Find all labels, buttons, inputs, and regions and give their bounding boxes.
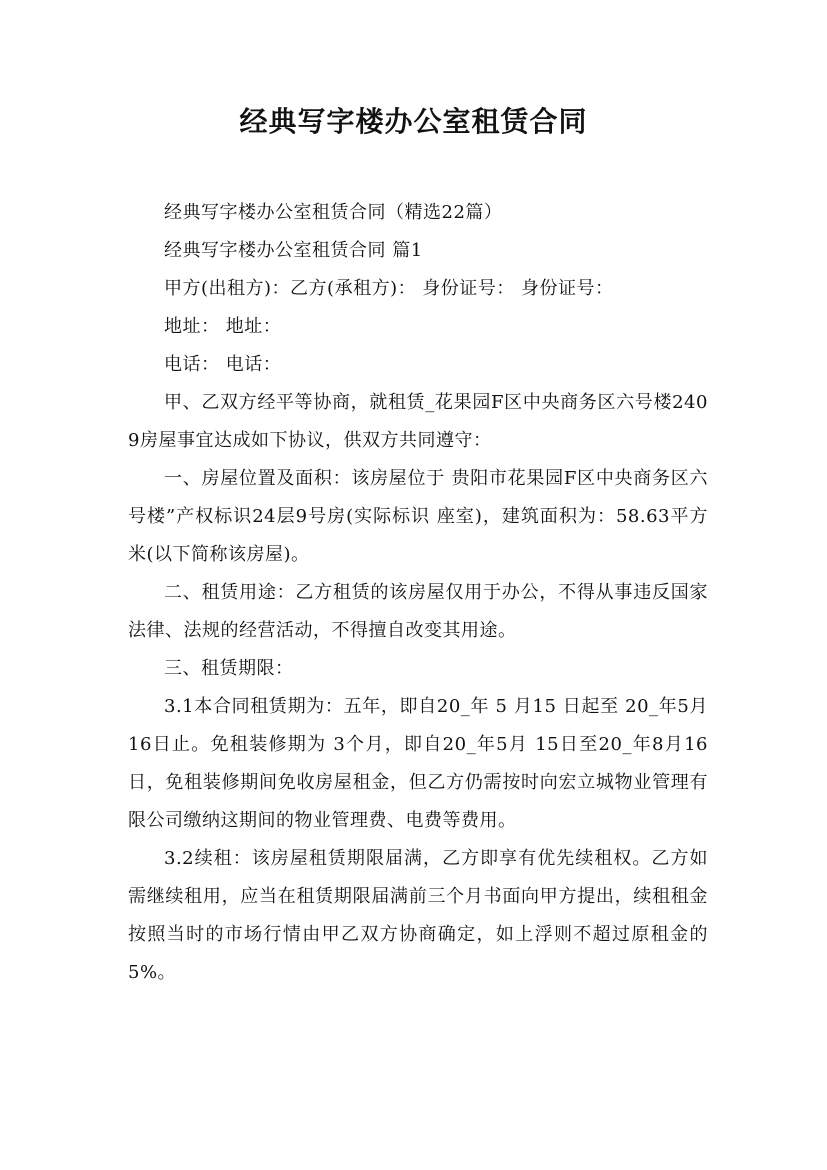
paragraph-clause-2: 二、租赁用途：乙方租赁的该房屋仅用于办公，不得从事违反国家法律、法规的经营活动，不得擅自改变其用途。 xyxy=(128,582,708,641)
paragraph-subtitle: 经典写字楼办公室租赁合同（精选22篇） xyxy=(164,202,503,223)
document-title: 经典写字楼办公室租赁合同 xyxy=(239,105,588,138)
paragraph-parties: 甲方(出租方)：乙方(承租方)： 身份证号： 身份证号： xyxy=(164,278,614,299)
paragraph-clause-3-1: 3.1本合同租赁期为：五年，即自20_年 5 月15 日起至 20_年5月16日止。免租装修期为 3个月，即自20_年5月 15日至20_年8月16日，免租装修期间免收房屋租金，但乙方仍需按时向宏立城物业管理有限公司缴纳这期间的物业管理费、电费等费用。 xyxy=(128,696,708,831)
paragraph-phone: 电话： 电话： xyxy=(164,354,282,375)
paragraph-preamble: 甲、乙双方经平等协商，就租赁_花果园F区中央商务区六号楼2409房屋事宜达成如下协议，供双方共同遵守： xyxy=(128,392,708,451)
paragraph-address: 地址： 地址： xyxy=(164,316,282,337)
paragraph-clause-3-2: 3.2续租：该房屋租赁期限届满，乙方即享有优先续租权。乙方如需继续租用，应当在租赁期限届满前三个月书面向甲方提出，续租租金按照当时的市场行情由甲乙双方协商确定，如上浮则不超过原租金的5%。 xyxy=(128,848,708,983)
paragraph-clause-3: 三、租赁期限： xyxy=(164,658,294,679)
paragraph-section-heading: 经典写字楼办公室租赁合同 篇1 xyxy=(164,240,423,261)
document-body xyxy=(128,194,708,992)
paragraph-clause-1: 一、房屋位置及面积：该房屋位于 贵阳市花果园F区中央商务区六号楼”产权标识24层9号房(实际标识 座室)，建筑面积为：58.63平方米(以下简称该房屋)。 xyxy=(128,468,708,565)
